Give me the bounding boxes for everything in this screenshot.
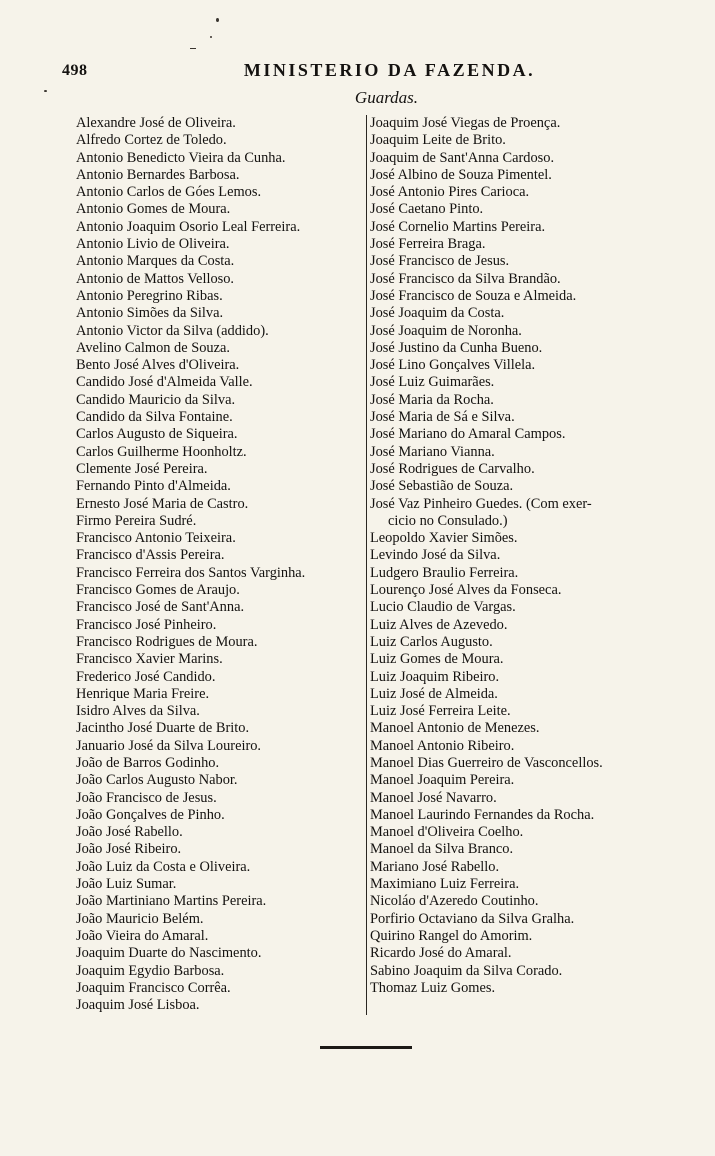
running-title: MINISTERIO DA FAZENDA. bbox=[243, 60, 536, 80]
list-item: Francisco Antonio Teixeira. bbox=[76, 530, 236, 547]
list-item: Antonio Gomes de Moura. bbox=[76, 201, 231, 218]
list-item: Francisco d'Assis Pereira. bbox=[76, 547, 225, 564]
list-item: Antonio Carlos de Góes Lemos. bbox=[76, 184, 262, 201]
list-item: José Caetano Pinto. bbox=[370, 201, 484, 218]
ink-speck bbox=[190, 48, 196, 49]
list-item: João José Rabello. bbox=[76, 824, 183, 841]
list-item: José Mariano Vianna. bbox=[370, 443, 495, 460]
list-item: Sabino Joaquim da Silva Corado. bbox=[370, 962, 563, 979]
list-item: José Joaquim de Noronha. bbox=[370, 322, 522, 339]
list-item: Joaquim Leite de Brito. bbox=[370, 132, 506, 149]
list-item: Lourenço José Alves da Fonseca. bbox=[370, 582, 562, 599]
list-item: Henrique Maria Freire. bbox=[76, 685, 210, 702]
list-item: Antonio Victor da Silva (addido). bbox=[76, 322, 269, 339]
list-item: Thomaz Luiz Gomes. bbox=[370, 979, 496, 996]
list-item: Levindo José da Silva. bbox=[370, 547, 501, 564]
list-item: Francisco José Pinheiro. bbox=[76, 616, 217, 633]
list-item: José Antonio Pires Carioca. bbox=[370, 184, 530, 201]
list-item: Manoel Laurindo Fernandes da Rocha. bbox=[370, 806, 595, 823]
list-item: Luiz José de Almeida. bbox=[370, 685, 498, 702]
list-item: Jacintho José Duarte de Brito. bbox=[76, 720, 250, 737]
list-item: cicio no Consulado.) bbox=[388, 512, 508, 529]
list-item: José Francisco de Jesus. bbox=[370, 253, 510, 270]
list-item: Luiz José Ferreira Leite. bbox=[370, 703, 511, 720]
list-item: Antonio Peregrino Ribas. bbox=[76, 287, 223, 304]
list-item: Luiz Joaquim Ribeiro. bbox=[370, 668, 500, 685]
list-item: João Luiz da Costa e Oliveira. bbox=[76, 858, 251, 875]
ink-speck bbox=[210, 36, 212, 38]
list-item: Luiz Alves de Azevedo. bbox=[370, 616, 508, 633]
list-item: João Francisco de Jesus. bbox=[76, 789, 217, 806]
list-item: Nicoláo d'Azeredo Coutinho. bbox=[370, 893, 539, 910]
list-item: Carlos Augusto de Siqueira. bbox=[76, 426, 238, 443]
list-item: Francisco Ferreira dos Santos Varginha. bbox=[76, 564, 306, 581]
list-item: José Albino de Souza Pimentel. bbox=[370, 166, 552, 183]
list-item: Frederico José Candido. bbox=[76, 668, 216, 685]
list-item: Ernesto José Maria de Castro. bbox=[76, 495, 249, 512]
list-item: Mariano José Rabello. bbox=[370, 858, 500, 875]
list-item: Francisco Rodrigues de Moura. bbox=[76, 633, 258, 650]
list-item: Joaquim de Sant'Anna Cardoso. bbox=[370, 149, 555, 166]
list-item: Antonio Benedicto Vieira da Cunha. bbox=[76, 149, 286, 166]
list-item: José Vaz Pinheiro Guedes. (Com exer- bbox=[370, 495, 592, 512]
list-item: José Mariano do Amaral Campos. bbox=[370, 426, 566, 443]
list-item: José Lino Gonçalves Villela. bbox=[370, 357, 536, 374]
section-heading: Guardas. bbox=[354, 88, 419, 107]
list-item: Francisco Xavier Marins. bbox=[76, 651, 223, 668]
list-item: João Martiniano Martins Pereira. bbox=[76, 893, 267, 910]
list-item: João Luiz Sumar. bbox=[76, 876, 177, 893]
list-item: José Rodrigues de Carvalho. bbox=[370, 460, 535, 477]
list-item: Isidro Alves da Silva. bbox=[76, 703, 200, 720]
list-item: José Ferreira Braga. bbox=[370, 236, 486, 253]
left-name-column bbox=[76, 115, 364, 1014]
list-item: José Francisco da Silva Brandão. bbox=[370, 270, 561, 287]
list-item: José Maria da Rocha. bbox=[370, 391, 494, 408]
list-item: Antonio Joaquim Osorio Leal Ferreira. bbox=[76, 218, 301, 235]
list-item: Manoel Dias Guerreiro de Vasconcellos. bbox=[370, 754, 603, 771]
list-item: Antonio Marques da Costa. bbox=[76, 253, 235, 270]
list-item: Quirino Rangel do Amorim. bbox=[370, 927, 533, 944]
end-of-list-rule bbox=[320, 1046, 412, 1049]
list-item: Maximiano Luiz Ferreira. bbox=[370, 876, 520, 893]
list-item: José Sebastião de Souza. bbox=[370, 478, 514, 495]
list-item: Carlos Guilherme Hoonholtz. bbox=[76, 443, 247, 460]
list-item: Antonio Livio de Oliveira. bbox=[76, 236, 230, 253]
list-item: Antonio Simões da Silva. bbox=[76, 305, 224, 322]
list-item: Alexandre José de Oliveira. bbox=[76, 115, 236, 131]
list-item: Candido José d'Almeida Valle. bbox=[76, 374, 253, 391]
list-item: Manoel Joaquim Pereira. bbox=[370, 772, 515, 789]
list-item: Manoel José Navarro. bbox=[370, 789, 497, 806]
list-item: José Cornelio Martins Pereira. bbox=[370, 218, 546, 235]
column-divider-rule bbox=[366, 115, 367, 1015]
list-item: Clemente José Pereira. bbox=[76, 460, 208, 477]
list-item: Januario José da Silva Loureiro. bbox=[76, 737, 262, 754]
list-item: Manoel d'Oliveira Coelho. bbox=[370, 824, 524, 841]
list-item: Francisco Gomes de Araujo. bbox=[76, 582, 240, 599]
list-item: Joaquim Francisco Corrêa. bbox=[76, 979, 231, 996]
list-item: José Luiz Guimarães. bbox=[370, 374, 495, 391]
list-item: Lucio Claudio de Vargas. bbox=[370, 599, 516, 616]
list-item: Joaquim Egydio Barbosa. bbox=[76, 962, 225, 979]
list-item: Alfredo Cortez de Toledo. bbox=[76, 132, 227, 149]
list-item: Manoel da Silva Branco. bbox=[370, 841, 514, 858]
list-item: Leopoldo Xavier Simões. bbox=[370, 530, 518, 547]
right-name-column bbox=[370, 115, 660, 997]
list-item: Candido Mauricio da Silva. bbox=[76, 391, 236, 408]
list-item: Porfirio Octaviano da Silva Gralha. bbox=[370, 910, 575, 927]
list-item: Candido da Silva Fontaine. bbox=[76, 409, 233, 426]
list-item: José Maria de Sá e Silva. bbox=[370, 409, 515, 426]
page-number: 498 bbox=[62, 62, 88, 79]
list-item: Manoel Antonio de Menezes. bbox=[370, 720, 540, 737]
list-item: Antonio Bernardes Barbosa. bbox=[76, 166, 240, 183]
list-item: João José Ribeiro. bbox=[76, 841, 182, 858]
list-item: João Mauricio Belém. bbox=[76, 910, 204, 927]
list-item: José Justino da Cunha Bueno. bbox=[370, 339, 543, 356]
list-item: Ludgero Braulio Ferreira. bbox=[370, 564, 519, 581]
list-item: Fernando Pinto d'Almeida. bbox=[76, 478, 231, 495]
list-item: Francisco José de Sant'Anna. bbox=[76, 599, 245, 616]
list-item: Joaquim José Lisboa. bbox=[76, 997, 200, 1014]
list-item: Avelino Calmon de Souza. bbox=[76, 339, 231, 356]
list-item: Luiz Carlos Augusto. bbox=[370, 633, 493, 650]
ink-speck bbox=[216, 18, 219, 22]
list-item: Antonio de Mattos Velloso. bbox=[76, 270, 235, 287]
list-item: João Carlos Augusto Nabor. bbox=[76, 772, 238, 789]
list-item: Bento José Alves d'Oliveira. bbox=[76, 357, 240, 374]
list-item: Luiz Gomes de Moura. bbox=[370, 651, 504, 668]
list-item: Joaquim José Viegas de Proença. bbox=[370, 115, 561, 131]
list-item: João de Barros Godinho. bbox=[76, 754, 220, 771]
list-item: Manoel Antonio Ribeiro. bbox=[370, 737, 515, 754]
list-item: José Joaquim da Costa. bbox=[370, 305, 505, 322]
list-item: José Francisco de Souza e Almeida. bbox=[370, 287, 577, 304]
list-item: João Vieira do Amaral. bbox=[76, 927, 209, 944]
list-item: Firmo Pereira Sudré. bbox=[76, 512, 197, 529]
list-item: João Gonçalves de Pinho. bbox=[76, 806, 225, 823]
list-item: Ricardo José do Amaral. bbox=[370, 945, 512, 962]
list-item: Joaquim Duarte do Nascimento. bbox=[76, 945, 262, 962]
